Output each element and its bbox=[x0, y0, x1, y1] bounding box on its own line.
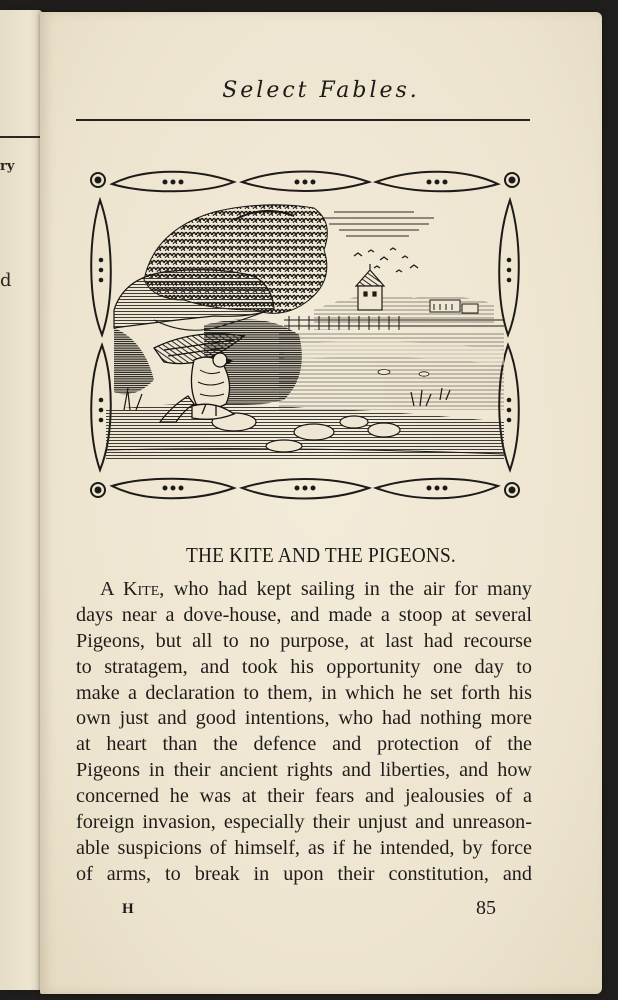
engraving-scene bbox=[106, 205, 504, 460]
signature-mark: H bbox=[122, 901, 134, 917]
text-line: foreign invasion, especially their unjust and unreason- bbox=[76, 811, 532, 834]
text-line bbox=[76, 577, 532, 603]
text-line: Pigeons, but all to no purpose, at last had recourse bbox=[76, 629, 532, 652]
running-head: Select Fables. bbox=[222, 78, 420, 103]
text-line: Pigeons in their ancient rights and liberties, and how bbox=[76, 759, 532, 782]
book-page bbox=[40, 12, 602, 994]
previous-page-fragment: d bbox=[0, 270, 12, 291]
dove-house bbox=[356, 264, 384, 310]
previous-page-rule bbox=[0, 136, 40, 138]
line-text: , who had kept sailing in the air for many bbox=[159, 578, 533, 600]
lead-smallcaps: Kite bbox=[122, 578, 160, 600]
text-line: to stratagem, and took his opportunity one day to bbox=[76, 655, 532, 678]
text-line: able suspicions of himself, as if he intended, by force bbox=[76, 836, 532, 859]
previous-page-edge bbox=[0, 10, 42, 990]
text-line: make a declaration to them, in which he set forth his bbox=[76, 681, 532, 704]
header-rule bbox=[76, 119, 530, 121]
page-number: 85 bbox=[476, 897, 496, 919]
fable-title: THE KITE AND THE PIGEONS. bbox=[186, 543, 456, 567]
engraving-kite-attacking-pigeon-icon bbox=[84, 160, 526, 510]
lead-text: A bbox=[100, 578, 123, 600]
text-line: days near a dove-house, and made a stoop at several bbox=[76, 603, 532, 626]
text-line: concerned he was at their fears and jealousies of a bbox=[76, 785, 532, 808]
text-line: at heart than the defence and protection of the bbox=[76, 733, 532, 756]
fable-body bbox=[76, 577, 532, 888]
previous-page-fragment: ry bbox=[0, 159, 15, 174]
text-line: of arms, to break in upon their constitution, and bbox=[76, 862, 532, 885]
text-line: own just and good intentions, who had nothing more bbox=[76, 707, 532, 730]
